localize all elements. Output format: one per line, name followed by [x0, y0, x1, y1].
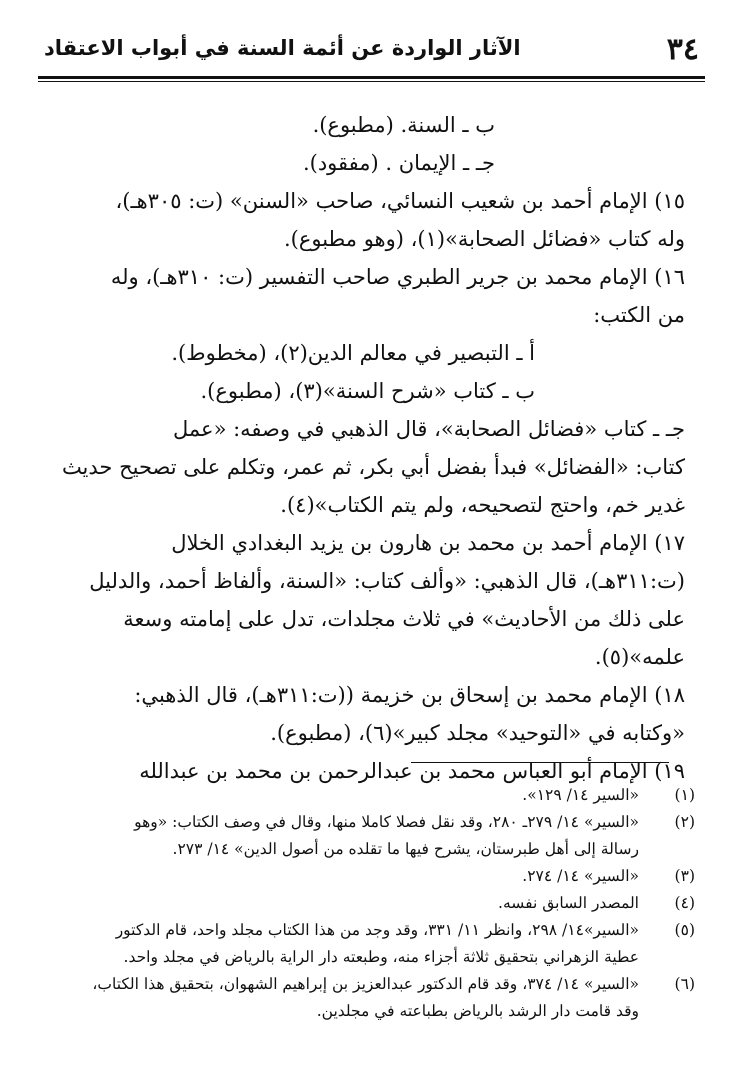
- footnote-text: «السير» ١٤/ ٣٧٤، وقد قام الدكتور عبدالعزيز بن إبراهيم الشهوان، بتحقيق هذا الكتاب،: [92, 975, 639, 993]
- text-line: من الكتب:: [593, 303, 685, 327]
- body-text: [40, 106, 685, 790]
- page-header: [38, 28, 705, 72]
- footnote-number: (٥): [674, 921, 695, 939]
- footnote-text: «السير» ١٤/ ٢٧٩ـ ٢٨٠، وقد نقل فصلا كاملا منها، وقال في وصف الكتاب: «وهو: [134, 813, 639, 831]
- text-line: علمه»(٥).: [594, 645, 685, 669]
- text-line: غدير خم، واحتج لتصحيحه، ولم يتم الكتاب»(٤).: [280, 493, 685, 517]
- header-divider: [38, 76, 705, 82]
- text-line: كتاب: «الفضائل» فبدأ بفضل أبي بكر، ثم عمر، وتكلم على تصحيح حديث: [61, 455, 685, 479]
- text-line: أ ـ التبصير في معالم الدين(٢)، (مخطوط).: [171, 341, 535, 365]
- footnote-number: (٣): [674, 867, 695, 885]
- footnote-text: رسالة إلى أهل طبرستان، يشرح فيها ما تقلده من أصول الدين» ١٤/ ٢٧٣.: [172, 840, 639, 858]
- text-line: على ذلك من الأحاديث» في ثلاث مجلدات، تدل على إمامته وسعة: [123, 607, 685, 631]
- text-line: جـ ـ كتاب «فضائل الصحابة»، قال الذهبي في وصفه: «عمل: [173, 417, 685, 441]
- text-line: جـ ـ الإيمان . (مفقود).: [302, 151, 495, 175]
- footnote-3: [38, 863, 695, 890]
- footnote-number: (١): [674, 786, 695, 804]
- footnote-number: (٦): [674, 975, 695, 993]
- text-line: وله كتاب «فضائل الصحابة»(١)، (وهو مطبوع).: [283, 227, 685, 251]
- footnote-text: وقد قامت دار الرشد بالرياض بطباعته في مجلدين.: [316, 1002, 639, 1020]
- footnote-6: [38, 971, 695, 1025]
- running-title: الآثار الواردة عن أئمة السنة في أبواب الاعتقاد: [44, 36, 521, 60]
- text-line: ١٨) الإمام محمد بن إسحاق بن خزيمة ((ت:٣١١هـ)، قال الذهبي:: [134, 683, 685, 707]
- text-line: (ت:٣١١هـ)، قال الذهبي: «وألف كتاب: «السنة، وألفاظ أحمد، والدليل: [89, 569, 685, 593]
- footnote-text: «السير» ١٤/ ٢٧٤.: [522, 867, 639, 885]
- footnote-text: «السير»١٤/ ٢٩٨، وانظر ١١/ ٣٣١، وقد وجد من هذا الكتاب مجلد واحد، قام الدكتور: [115, 921, 639, 939]
- text-line: ١٧) الإمام أحمد بن محمد بن هارون بن يزيد البغدادي الخلال: [171, 531, 685, 555]
- footnote-5: [38, 917, 695, 971]
- text-line: «وكتابه في «التوحيد» مجلد كبير»(٦)، (مطبوع).: [270, 721, 685, 745]
- footnote-1: [38, 782, 695, 809]
- footnote-4: [38, 890, 695, 917]
- footnote-divider: [411, 762, 669, 763]
- footnote-number: (٤): [674, 894, 695, 912]
- footnote-number: (٢): [674, 813, 695, 831]
- text-line: ١٥) الإمام أحمد بن شعيب النسائي، صاحب «السنن» (ت: ٣٠٥هـ)،: [115, 189, 685, 213]
- footnote-text: عطية الزهراني بتحقيق ثلاثة أجزاء منه، وطبعته دار الراية بالرياض في مجلد واحد.: [123, 948, 639, 966]
- text-line: ١٩) الإمام أبو العباس محمد بن عبدالرحمن بن محمد بن عبدالله: [139, 759, 685, 783]
- footnote-text: المصدر السابق نفسه.: [498, 894, 639, 912]
- text-line: ب ـ كتاب «شرح السنة»(٣)، (مطبوع).: [200, 379, 535, 403]
- footnote-2: [38, 809, 695, 863]
- page-number: ٣٤: [666, 32, 699, 67]
- footnotes: [38, 782, 695, 1025]
- text-line: ب ـ السنة. (مطبوع).: [312, 113, 495, 137]
- footnote-text: «السير ١٤/ ١٢٩».: [522, 786, 639, 804]
- text-line: ١٦) الإمام محمد بن جرير الطبري صاحب التفسير (ت: ٣١٠هـ)، وله: [110, 265, 685, 289]
